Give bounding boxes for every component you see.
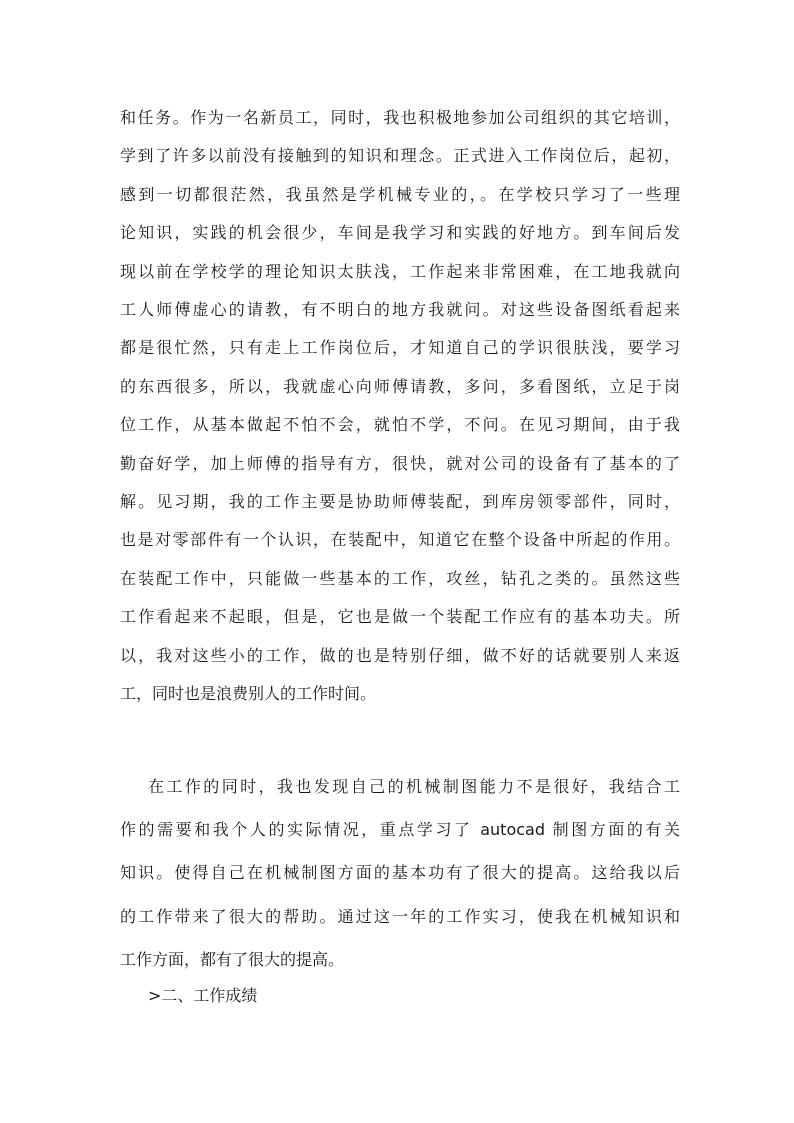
text-line: 知识。使得自己在机械制图方面的基本功有了很大的提高。这给我以后 <box>120 863 680 882</box>
text-line: 以，我对这些小的工作，做的也是特别仔细，做不好的话就要别人来返 <box>120 646 680 665</box>
section-heading-work-achievements: >二、工作成绩 <box>148 986 258 1005</box>
text-line: 解。见习期，我的工作主要是协助师傅装配，到库房领零部件，同时， <box>120 492 680 511</box>
text-line: 学到了许多以前没有接触到的知识和理念。正式进入工作岗位后，起初， <box>120 146 680 165</box>
text-line: 都是很忙然，只有走上工作岗位后，才知道自己的学识很肤浅，要学习 <box>120 338 680 357</box>
text-line: 在工作的同时，我也发现自己的机械制图能力不是很好，我结合工 <box>148 777 680 796</box>
text-line: 工作看起来不起眼，但是，它也是做一个装配工作应有的基本功夫。所 <box>120 607 680 626</box>
text-line: 和任务。作为一名新员工，同时，我也积极地参加公司组织的其它培训， <box>120 108 680 127</box>
text-line: 位工作，从基本做起不怕不会，就怕不学，不问。在见习期间，由于我 <box>120 415 680 434</box>
text-line: 工作方面，都有了很大的提高。 <box>120 950 345 969</box>
text-line: 勤奋好学，加上师傅的指导有方，很快，就对公司的设备有了基本的了 <box>120 454 680 473</box>
text-line: 作的需要和我个人的实际情况，重点学习了 autocad 制图方面的有关 <box>120 820 680 839</box>
text-line: 论知识，实践的机会很少，车间是我学习和实践的好地方。到车间后发 <box>120 223 680 242</box>
text-line: 工人师傅虚心的请教，有不明白的地方我就问。对这些设备图纸看起来 <box>120 300 680 319</box>
text-line: 的东西很多，所以，我就虚心向师傅请教，多问，多看图纸，立足于岗 <box>120 377 680 396</box>
text-line: 现以前在学校学的理论知识太肤浅，工作起来非常困难，在工地我就向 <box>120 262 680 281</box>
text-line: 的工作带来了很大的帮助。通过这一年的工作实习，使我在机械知识和 <box>120 907 680 926</box>
text-line: 工，同时也是浪费别人的工作时间。 <box>120 684 377 703</box>
text-line: 感到一切都很茫然，我虽然是学机械专业的，。在学校只学习了一些理 <box>120 185 680 204</box>
text-line: 也是对零部件有一个认识，在装配中，知道它在整个设备中所起的作用。 <box>120 530 680 549</box>
text-line: 在装配工作中，只能做一些基本的工作，攻丝，钻孔之类的。虽然这些 <box>120 569 680 588</box>
